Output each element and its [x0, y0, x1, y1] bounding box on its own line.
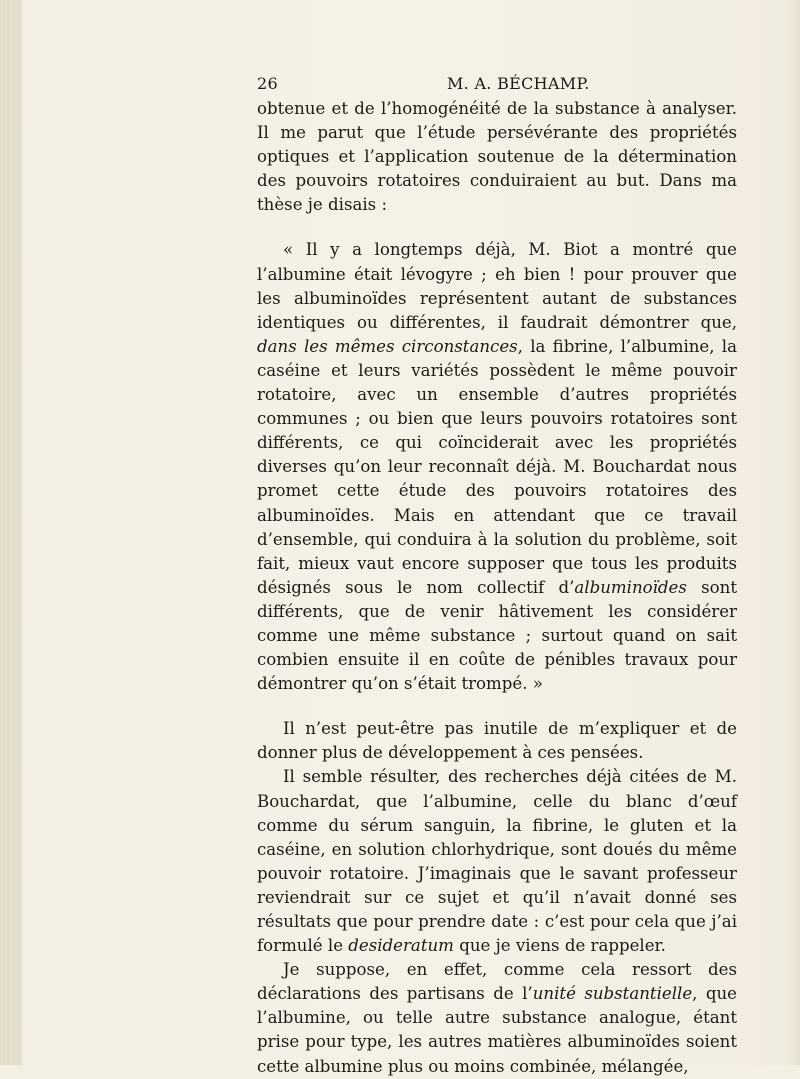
- text-run: Je suppose, en effet, comme cela ressort des déclarations des partisans de l’: [257, 960, 737, 1004]
- text-run: , que l’albumine, ou telle autre substance analogue, étant prise pour type, les autres matières albuminoïdes soient cette albumine plus ou moins combinée, mélangée,: [257, 984, 738, 1076]
- text-run: Il n’est peut-être pas inutile de m’expliquer et de donner plus de développement à ces pensées.: [257, 719, 737, 763]
- page-number: 26: [257, 74, 278, 93]
- text-run: que je viens de rappeler.: [453, 936, 666, 956]
- paragraph-2-quote: [257, 238, 737, 696]
- body-text: [257, 97, 737, 1079]
- paragraph-1: [257, 97, 737, 217]
- page-header: [257, 74, 737, 96]
- italic-text: desideratum: [348, 936, 454, 956]
- paragraph-5: [257, 958, 737, 1078]
- book-binding-edge: [0, 0, 22, 1065]
- text-run: « Il y a longtemps déjà, M. Biot a montré que l’albumine était lévogyre ; eh bien ! pour prouver que les albuminoïdes représentent autant de substances identiques ou différentes, il faudrait démontrer que,: [257, 240, 737, 332]
- paragraph-3: [257, 717, 737, 765]
- text-run: obtenue et de l’homogénéité de la substance à analyser. Il me parut que l’étude persévérante des propriétés optiques et l’application soutenue de la détermination des pouvoirs rotatoires conduiraient au but. Dans ma thèse je disais :: [257, 99, 737, 215]
- italic-text: albuminoïdes: [574, 577, 687, 597]
- running-title: M. A. BÉCHAMP.: [447, 74, 590, 93]
- paragraph-4: [257, 765, 737, 958]
- page-right-edge: [786, 0, 800, 1065]
- italic-text: dans les mêmes circonstances: [257, 336, 518, 356]
- text-run: , la fibrine, l’albumine, la caséine et leurs variétés possèdent le même pouvoir rotatoire, avec un ensemble d’autres propriétés communes ; ou bien que leurs pouvoirs rotatoires sont différents, ce qui coïnciderait avec les propriétés diverses qu’on leur reconnaît déjà. M. Bouchardat nous promet cette étude des pouvoirs rotatoires des albuminoïdes. Mais en attendant que ce travail d’ensemble, qui conduira à la solution du problème, soit fait, mieux vaut encore supposer que tous les produits désignés sous le nom collectif d’: [257, 336, 737, 597]
- text-run: Il semble résulter, des recherches déjà citées de M. Bouchardat, que l’albumine, celle du blanc d’œuf comme du sérum sanguin, la fibrine, le gluten et la caséine, en solution chlorhydrique, sont doués du même pouvoir rotatoire. J’imaginais que le savant professeur reviendrait sur ce sujet et qu’il n’avait donné ses résultats que pour prendre date : c’est pour cela que j’ai formulé le: [257, 767, 737, 956]
- italic-text: unité substantielle: [532, 984, 693, 1004]
- text-run: sont différents, que de venir hâtivement les considérer comme une même substance ; surtout quand on sait combien ensuite il en coûte de pénibles travaux pour démontrer qu’on s’était trompé. »: [257, 577, 737, 694]
